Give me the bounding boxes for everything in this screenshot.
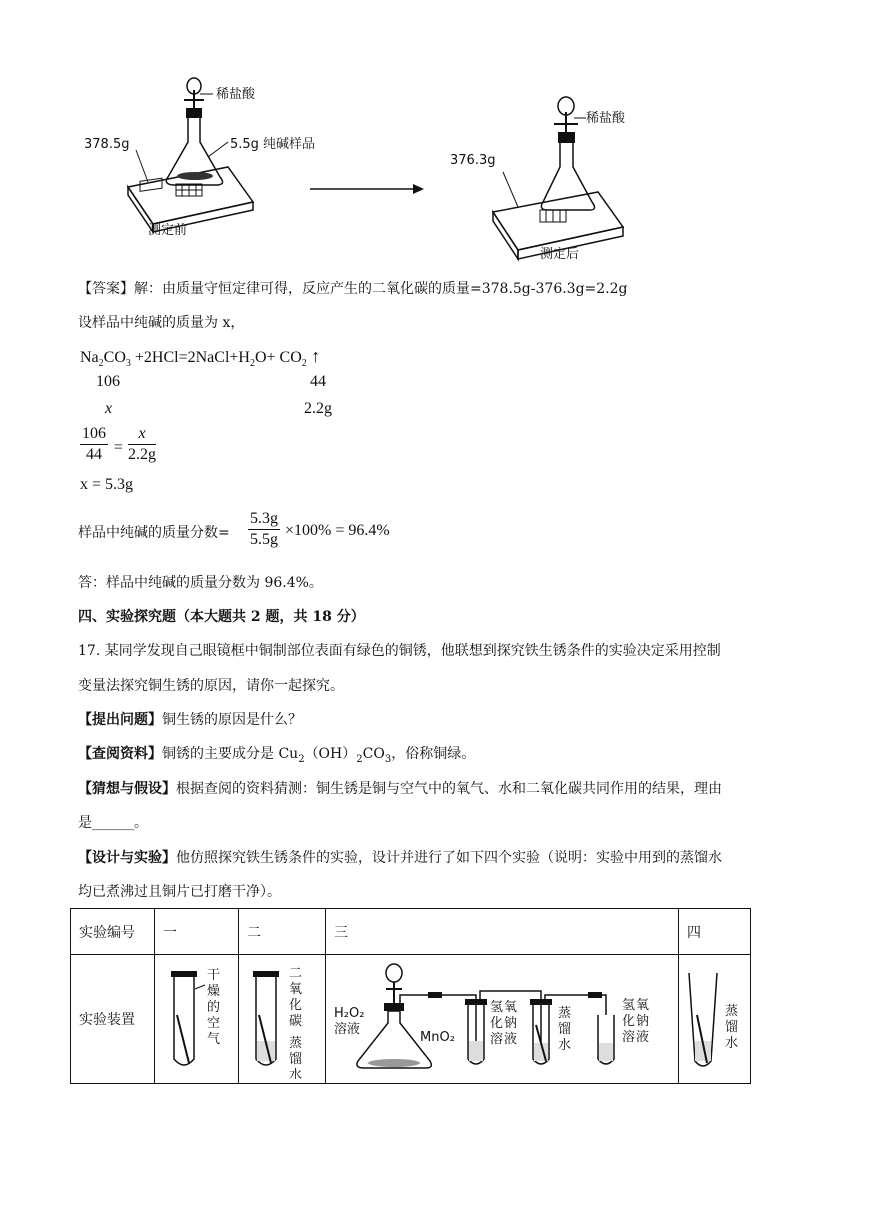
tube1-label: 干燥的空气	[207, 968, 221, 1047]
tube2-label-top: 二氧化碳	[289, 966, 303, 1029]
table-header-row	[71, 909, 751, 955]
app3-h2o2-solution-label: 溶液	[334, 1022, 361, 1037]
apparatus-3	[326, 955, 679, 1084]
tube4-label: 蒸馏水	[725, 1004, 739, 1051]
result-x: x = 5.3g	[80, 476, 134, 493]
molar-mass-44: 44	[310, 373, 326, 390]
experiment-table	[70, 908, 751, 1084]
header-cell: 二	[239, 909, 326, 955]
chemical-equation: $Na_2CO_3$ $+2HCl=2NaCl+H_2O+ CO_2$ ↑	[80, 346, 321, 370]
q17-line1: 17. 某同学发现自己眼镜框中铜制部位表面有绿色的铜锈，他联想到探究铁生锈条件的实验决定采用控制	[78, 643, 721, 659]
apparatus-4	[679, 955, 751, 1084]
answer-label: 【答案】	[78, 281, 134, 297]
table-row	[71, 955, 751, 1084]
fraction-5-3-5-5: $\frac{5.3g}{5.5g}$	[250, 510, 278, 548]
right-mass-label: 376.3g	[450, 153, 496, 168]
answer-conclusion: 答：样品中纯碱的质量分数为 96.4%。	[78, 575, 323, 591]
equals-sign: =	[114, 439, 124, 456]
guess-line1: 【猜想与假设】根据查阅的资料猜测：铜生锈是铜与空气中的氧气、水和二氧化碳共同作用的结果，理由	[78, 781, 722, 797]
header-cell: 三	[326, 909, 679, 955]
app3-mno2-label: MnO₂	[420, 1030, 455, 1045]
section-heading: 四、实验探究题（本大题共 2 题，共 18 分）	[78, 609, 365, 625]
header-cell: 实验编号	[71, 909, 155, 955]
app3-naoh1-label: 氢氧化钠溶液	[490, 1000, 518, 1047]
answer-line2: 设样品中纯碱的质量为 x，	[78, 315, 245, 331]
apparatus-2	[239, 955, 326, 1084]
apparatus-1	[155, 955, 239, 1084]
right-acid-label: 稀盐酸	[586, 111, 626, 126]
app3-h2o2-label: H₂O₂	[334, 1006, 365, 1021]
header-cell: 一	[155, 909, 239, 955]
balance-figure	[78, 72, 678, 267]
design-line1: 【设计与实验】他仿照探究铁生锈条件的实验，设计并进行了如下四个实验（说明：实验中用到的蒸馏水	[78, 850, 722, 866]
percent-tail: ×100% = 96.4%	[285, 522, 390, 539]
left-mass-label: 378.5g	[84, 137, 130, 152]
q17-line2: 变量法探究铜生锈的原因，请你一起探究。	[78, 678, 344, 694]
fraction-106-44: $\frac{106}{44}$	[82, 425, 106, 463]
fraction-x-2-2g: $\frac{x}{2.2g}$	[128, 425, 156, 463]
lookup-line: 【查阅资料】铜锈的主要成分是 $Cu_2(OH)_2CO_3$，俗称铜绿。	[78, 746, 476, 765]
unknown-x: x	[105, 400, 113, 417]
app3-water-label: 蒸馏水	[558, 1006, 572, 1053]
answer-text: 解：由质量守恒定律可得，反应产生的二氧化碳的质量=378.5g-376.3g=2.2g	[134, 281, 628, 297]
left-sample-label: 5.5g 纯碱样品	[230, 137, 316, 152]
header-cell: 四	[679, 909, 751, 955]
molar-mass-106: 106	[96, 373, 120, 390]
answer-line1	[78, 279, 628, 299]
problem-line: 【提出问题】铜生锈的原因是什么？	[78, 712, 302, 728]
row-label: 实验装置	[71, 955, 155, 1084]
percent-label: 样品中纯碱的质量分数=	[78, 525, 230, 541]
left-acid-label: 稀盐酸	[216, 87, 256, 102]
right-caption: 测定后	[540, 247, 580, 262]
guess-line2: 是______。	[78, 815, 148, 831]
design-line2: 均已煮沸过且铜片已打磨干净）。	[78, 884, 281, 900]
left-caption: 测定前	[148, 223, 188, 238]
app3-naoh2-label: 氢氧化钠溶液	[622, 998, 650, 1045]
mass-2-2g: 2.2g	[304, 400, 332, 417]
tube2-label-bottom: 蒸馏水	[289, 1036, 303, 1079]
